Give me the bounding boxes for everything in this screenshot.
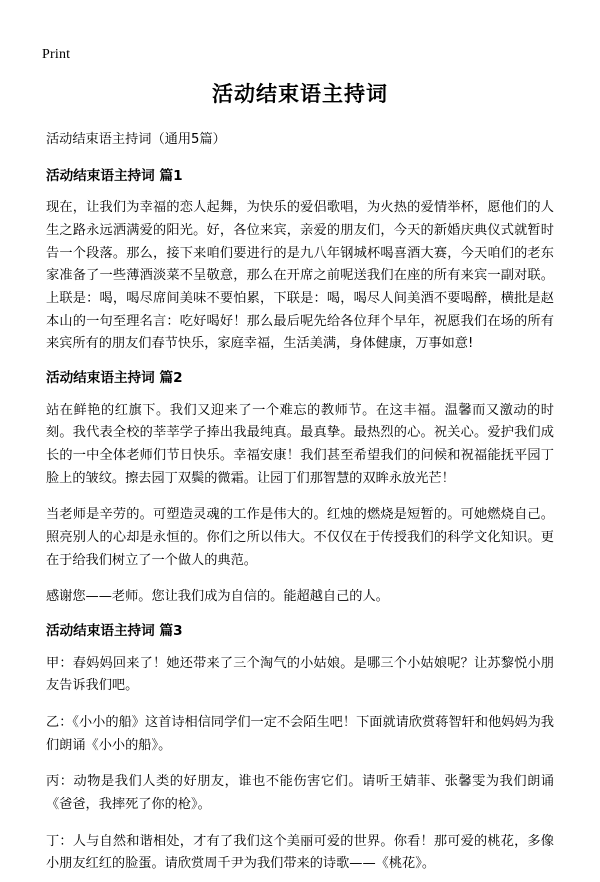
section-paragraph: 丁：人与自然和谐相处，才有了我们这个美丽可爱的世界。你看！那可爱的桃花，多像小朋友红红的脸蛋。请欣赏周千尹为我们带来的诗歌——《桃花》。 [46, 833, 554, 872]
section-paragraph: 甲：春妈妈回来了！她还带来了三个淘气的小姑娘。是哪三个小姑娘呢？让苏黎悦小朋友告诉我们吧。 [46, 655, 554, 694]
section-paragraph: 站在鲜艳的红旗下。我们又迎来了一个难忘的教师节。在这丰福。温馨而又激动的时刻。我代表全校的莘莘学子捧出我最纯真。最真挚。最热烈的心。祝关心。爱护我们成长的一中全体老师们节日快乐。幸福安康！我们甚至希望我们的问候和祝福能抚平园丁脸上的皱纹。擦去园丁双鬓的微霜。让园丁们那智慧的双眸永放光芒！ [46, 402, 554, 486]
section-paragraph: 感谢您——老师。您让我们成为自信的。能超越自己的人。 [46, 589, 389, 605]
section-paragraph: 当老师是辛劳的。可塑造灵魂的工作是伟大的。红烛的燃烧是短暂的。可她燃烧自己。照亮别人的心却是永恒的。你们之所以伟大。不仅仅在于传授我们的科学文化知识。更在于给我们树立了一个做人的典范。 [46, 507, 554, 568]
section-paragraph: 丙：动物是我们人类的好朋友，谁也不能伤害它们。请听王婧菲、张馨雯为我们朗诵《爸爸，我摔死了你的枪》。 [46, 774, 554, 813]
section-paragraph: 现在，让我们为幸福的恋人起舞，为快乐的爱侣歌唱，为火热的爱情举杯，愿他们的人生之路永远洒满爱的阳光。好，各位来宾，亲爱的朋友们，今天的新婚庆典仪式就暂时告一个段落。那么，接下来咱们要进行的是九八年钢城杯喝喜酒大赛，今天咱们的老东家准备了一些薄酒淡菜不呈敬意，那么在开席之前呢送我们在座的所有来宾一副对联。上联是：喝，喝尽席间美味不要怕累，下联是：喝，喝尽人间美酒不要喝醉，横批是赵本山的一句至理名言：吃好喝好！那么最后呢先给各位拜个早年，祝愿我们在场的所有来宾所有的朋友们春节快乐，家庭幸福，生活美满，身体健康，万事如意! [46, 200, 554, 352]
document-subtitle: 活动结束语主持词（通用5篇） [46, 132, 226, 147]
document-content [46, 78, 554, 882]
print-button[interactable]: Print [42, 47, 71, 62]
document-section-2 [46, 368, 554, 609]
document-section-1 [46, 166, 554, 356]
section-heading-2: 活动结束语主持词 篇2 [46, 370, 183, 387]
section-heading-1: 活动结束语主持词 篇1 [46, 167, 183, 184]
section-paragraph: 乙：《小小的船》这首诗相信同学们一定不会陌生吧！下面就请欣赏蒋智轩和他妈妈为我们朗诵《小小的船》。 [46, 714, 554, 753]
page-title: 活动结束语主持词 [212, 82, 388, 106]
section-heading-3: 活动结束语主持词 篇3 [46, 623, 183, 640]
document-section-3 [46, 621, 554, 876]
